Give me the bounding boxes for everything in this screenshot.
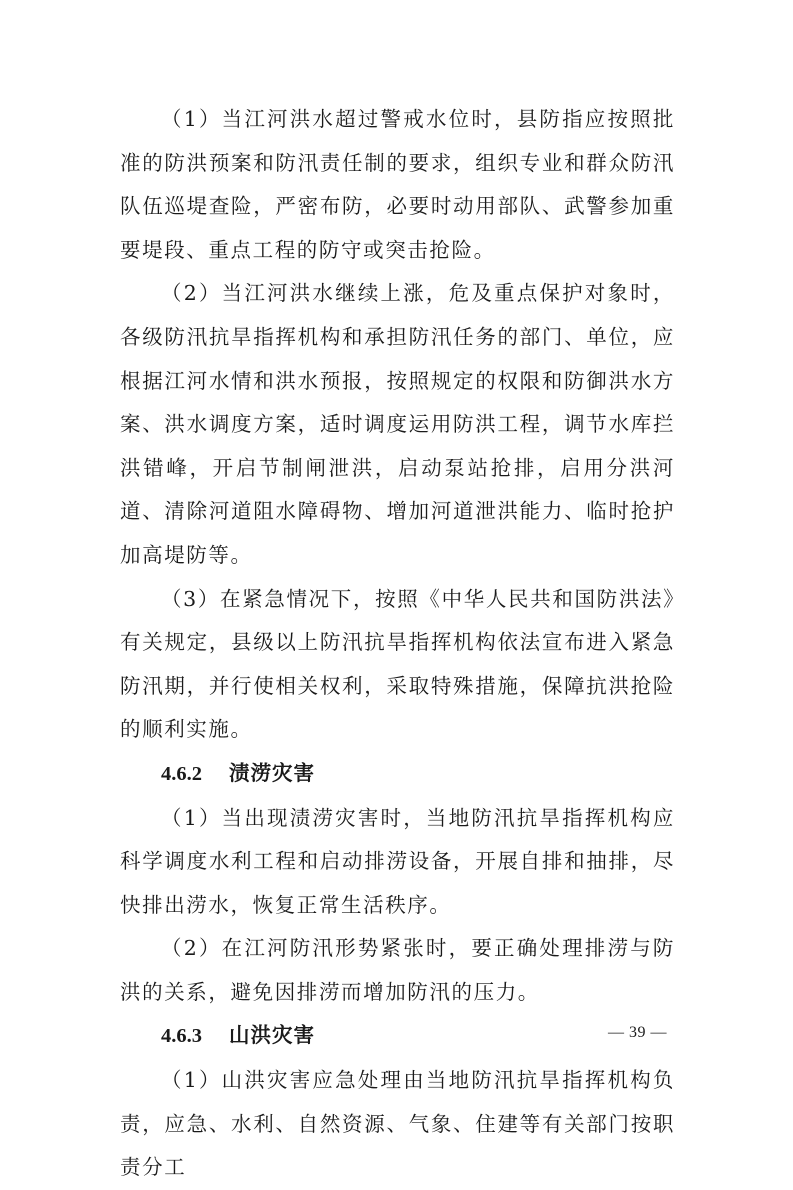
section-number: 4.6.2 <box>161 762 202 785</box>
section-title: 山洪灾害 <box>229 1023 315 1048</box>
paragraph-river-flood-warning-level: （1）当江河洪水超过警戒水位时，县防指应按照批准的防洪预案和防汛责任制的要求，组织专业和群众防汛队伍巡堤查险，严密布防，必要时动用部队、武警参加重要堤段、重点工程的防守或突击抢险。 <box>120 107 675 262</box>
section-heading-4-6-2 <box>120 752 675 797</box>
page-number: — 39 — <box>608 1024 667 1041</box>
section-heading-4-6-3 <box>120 1014 675 1059</box>
section-number: 4.6.3 <box>161 1025 202 1048</box>
paragraph-drainage-vs-flood-control: （2）在江河防汛形势紧张时，要正确处理排涝与防洪的关系，避免因排涝而增加防汛的压力。 <box>120 936 675 1004</box>
paragraph-emergency-flood-period: （3）在紧急情况下，按照《中华人民共和国防洪法》有关规定，县级以上防汛抗旱指挥机构依法宣布进入紧急防汛期，并行使相关权利，采取特殊措施，保障抗洪抢险的顺利实施。 <box>120 586 675 742</box>
section-title: 渍涝灾害 <box>229 760 315 785</box>
paragraph-river-flood-rising: （2）当江河洪水继续上涨，危及重点保护对象时，各级防汛抗旱指挥机构和承担防汛任务的部门、单位，应根据江河水情和洪水预报，按照规定的权限和防御洪水方案、洪水调度方案，适时调度运用防洪工程，调节水库拦洪错峰，开启节制闸泄洪，启动泵站抢排，启用分洪河道、清除河道阻水障碍物、增加河道泄洪能力、临时抢护加高堤防等。 <box>120 281 675 567</box>
paragraph-mountain-torrent-response: （1）山洪灾害应急处理由当地防汛抗旱指挥机构负责，应急、水利、自然资源、气象、住建等有关部门按职责分工 <box>120 1068 675 1180</box>
page-body <box>120 98 675 1190</box>
paragraph-waterlogging-drainage: （1）当出现渍涝灾害时，当地防汛抗旱指挥机构应科学调度水利工程和启动排涝设备，开展自排和抽排，尽快排出涝水，恢复正常生活秩序。 <box>120 805 675 917</box>
